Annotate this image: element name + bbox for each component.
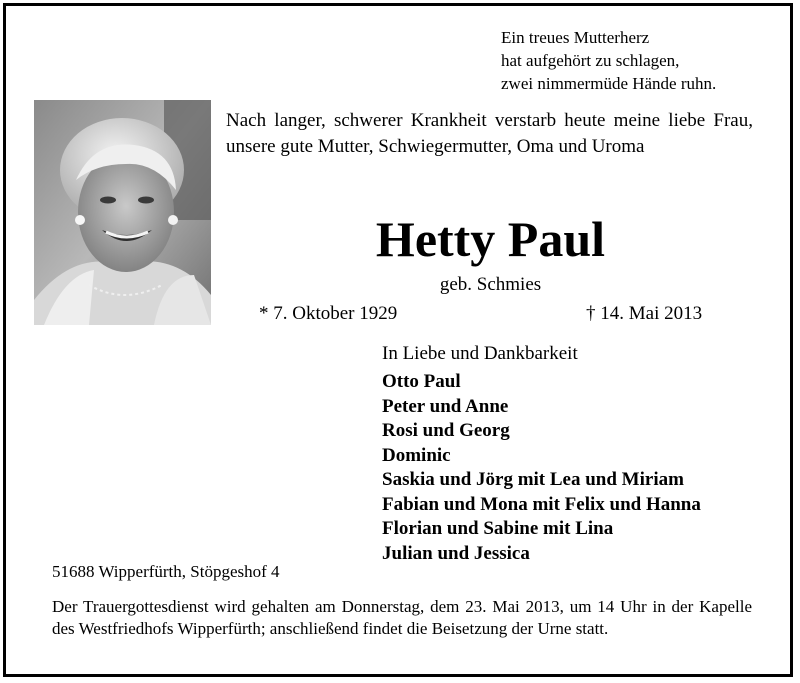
funeral-service-text: Der Trauergottesdienst wird gehalten am Donnerstag, dem 23. Mai 2013, um 14 Uhr in der Kapelle des Westfriedhofs Wipperfürth; anschließend findet die Beisetzung der Urne statt.: [52, 597, 752, 638]
mourner-entry: Peter und Anne: [382, 395, 509, 417]
portrait-photo-graphic: [34, 100, 211, 325]
mourner-entry: Dominic: [382, 444, 451, 466]
obituary-notice: [3, 3, 793, 677]
mourner-entry: Florian und Sabine mit Lina: [382, 518, 614, 539]
birth-date: * 7. Oktober 1929: [259, 303, 398, 324]
mourner-entry: Julian und Jessica: [382, 542, 530, 564]
verse-line: Ein treues Mutterherz: [501, 28, 650, 47]
mourners-list: [382, 370, 701, 566]
memorial-verse: [501, 26, 716, 95]
mourner-entry: Saskia und Jörg mit Lea und Miriam: [382, 469, 684, 490]
verse-line: hat aufgehört zu schlagen,: [501, 51, 680, 70]
family-address: 51688 Wipperfürth, Stöpgeshof 4: [52, 562, 280, 581]
intro-text: Nach langer, schwerer Krankheit verstarb heute meine liebe Frau, unsere gute Mutter, Schwiegermutter, Oma und Uroma: [226, 110, 753, 157]
verse-line: zwei nimmermüde Hände ruhn.: [501, 74, 717, 93]
mourner-entry: Otto Paul: [382, 371, 461, 392]
deceased-name: Hetty Paul: [375, 211, 606, 267]
maiden-name: geb. Schmies: [439, 274, 542, 295]
mourner-entry: Rosi und Georg: [382, 420, 510, 441]
mourner-entry: Fabian und Mona mit Felix und Hanna: [382, 493, 701, 515]
death-date: † 14. Mai 2013: [586, 303, 703, 324]
mourners-intro: In Liebe und Dankbarkeit: [382, 343, 578, 364]
portrait-photo: [34, 100, 211, 325]
